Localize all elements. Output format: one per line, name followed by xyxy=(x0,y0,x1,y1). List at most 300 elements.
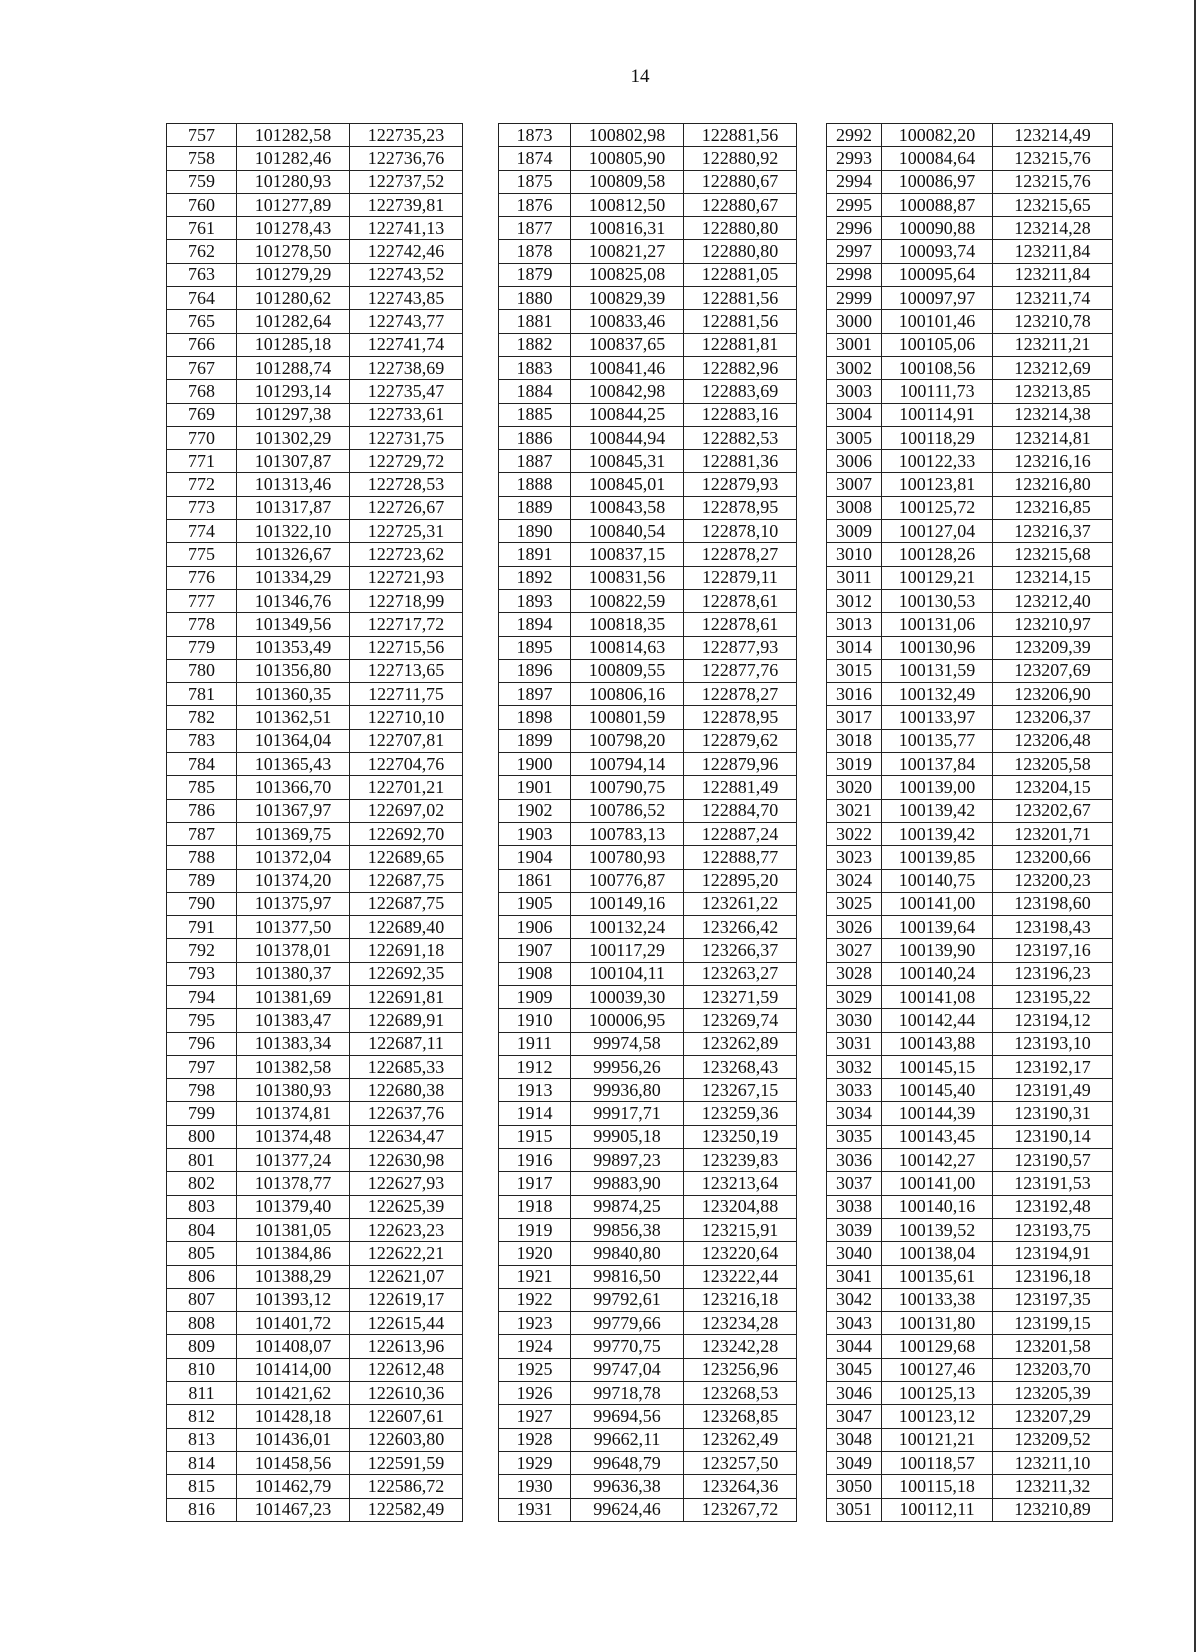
middle-point-number-cell: 1910 xyxy=(499,1009,571,1032)
column-spacer xyxy=(463,729,499,752)
column-spacer xyxy=(797,543,827,566)
column-spacer xyxy=(797,916,827,939)
middle-x-coordinate-cell: 100831,56 xyxy=(571,566,684,589)
middle-point-number-cell: 1926 xyxy=(499,1382,571,1405)
left-x-coordinate-cell: 101277,89 xyxy=(237,193,350,216)
left-x-coordinate-cell: 101280,93 xyxy=(237,170,350,193)
middle-x-coordinate-cell: 99917,71 xyxy=(571,1102,684,1125)
column-spacer xyxy=(463,450,499,473)
right-x-coordinate-cell: 100097,97 xyxy=(882,287,993,310)
middle-y-coordinate-cell: 122878,95 xyxy=(684,706,797,729)
left-y-coordinate-cell: 122603,80 xyxy=(350,1428,463,1451)
left-y-coordinate-cell: 122691,18 xyxy=(350,939,463,962)
middle-y-coordinate-cell: 122882,53 xyxy=(684,426,797,449)
left-point-number-cell: 805 xyxy=(167,1242,237,1265)
right-y-coordinate-cell: 123211,74 xyxy=(993,287,1113,310)
right-y-coordinate-cell: 123216,80 xyxy=(993,473,1113,496)
left-x-coordinate-cell: 101374,81 xyxy=(237,1102,350,1125)
middle-x-coordinate-cell: 100840,54 xyxy=(571,520,684,543)
middle-point-number-cell: 1891 xyxy=(499,543,571,566)
right-point-number-cell: 3031 xyxy=(827,1032,882,1055)
column-spacer xyxy=(463,1218,499,1241)
middle-point-number-cell: 1905 xyxy=(499,892,571,915)
middle-point-number-cell: 1917 xyxy=(499,1172,571,1195)
right-x-coordinate-cell: 100090,88 xyxy=(882,217,993,240)
right-y-coordinate-cell: 123215,65 xyxy=(993,193,1113,216)
column-spacer xyxy=(797,892,827,915)
column-spacer xyxy=(463,193,499,216)
left-point-number-cell: 789 xyxy=(167,869,237,892)
left-point-number-cell: 766 xyxy=(167,333,237,356)
left-y-coordinate-cell: 122743,52 xyxy=(350,263,463,286)
left-x-coordinate-cell: 101288,74 xyxy=(237,356,350,379)
middle-x-coordinate-cell: 99624,46 xyxy=(571,1498,684,1521)
right-x-coordinate-cell: 100112,11 xyxy=(882,1498,993,1521)
left-x-coordinate-cell: 101380,37 xyxy=(237,962,350,985)
right-x-coordinate-cell: 100135,61 xyxy=(882,1265,993,1288)
column-spacer xyxy=(463,1265,499,1288)
left-point-number-cell: 794 xyxy=(167,985,237,1008)
left-point-number-cell: 814 xyxy=(167,1451,237,1474)
middle-y-coordinate-cell: 123269,74 xyxy=(684,1009,797,1032)
right-point-number-cell: 3027 xyxy=(827,939,882,962)
middle-point-number-cell: 1927 xyxy=(499,1405,571,1428)
column-spacer xyxy=(463,659,499,682)
left-x-coordinate-cell: 101367,97 xyxy=(237,799,350,822)
right-point-number-cell: 2995 xyxy=(827,193,882,216)
middle-x-coordinate-cell: 100812,50 xyxy=(571,193,684,216)
column-spacer xyxy=(797,310,827,333)
left-point-number-cell: 771 xyxy=(167,450,237,473)
table-row xyxy=(167,729,1113,752)
left-x-coordinate-cell: 101388,29 xyxy=(237,1265,350,1288)
left-x-coordinate-cell: 101421,62 xyxy=(237,1382,350,1405)
middle-x-coordinate-cell: 100821,27 xyxy=(571,240,684,263)
column-spacer xyxy=(797,1265,827,1288)
left-x-coordinate-cell: 101313,46 xyxy=(237,473,350,496)
left-y-coordinate-cell: 122707,81 xyxy=(350,729,463,752)
left-y-coordinate-cell: 122634,47 xyxy=(350,1125,463,1148)
table-row xyxy=(167,706,1113,729)
left-y-coordinate-cell: 122637,76 xyxy=(350,1102,463,1125)
column-spacer xyxy=(463,706,499,729)
middle-point-number-cell: 1878 xyxy=(499,240,571,263)
right-y-coordinate-cell: 123215,68 xyxy=(993,543,1113,566)
table-row xyxy=(167,1475,1113,1498)
middle-y-coordinate-cell: 123263,27 xyxy=(684,962,797,985)
left-x-coordinate-cell: 101369,75 xyxy=(237,822,350,845)
middle-point-number-cell: 1881 xyxy=(499,310,571,333)
right-point-number-cell: 3048 xyxy=(827,1428,882,1451)
column-spacer xyxy=(797,1218,827,1241)
right-x-coordinate-cell: 100131,80 xyxy=(882,1312,993,1335)
right-y-coordinate-cell: 123206,37 xyxy=(993,706,1113,729)
right-x-coordinate-cell: 100121,21 xyxy=(882,1428,993,1451)
table-row xyxy=(167,1055,1113,1078)
middle-y-coordinate-cell: 123266,42 xyxy=(684,916,797,939)
column-spacer xyxy=(797,217,827,240)
table-row xyxy=(167,147,1113,170)
left-point-number-cell: 757 xyxy=(167,124,237,147)
middle-y-coordinate-cell: 122881,36 xyxy=(684,450,797,473)
right-x-coordinate-cell: 100133,38 xyxy=(882,1288,993,1311)
table-row xyxy=(167,962,1113,985)
right-y-coordinate-cell: 123211,21 xyxy=(993,333,1113,356)
right-y-coordinate-cell: 123212,69 xyxy=(993,356,1113,379)
right-y-coordinate-cell: 123210,97 xyxy=(993,613,1113,636)
column-spacer xyxy=(797,566,827,589)
column-spacer xyxy=(463,1195,499,1218)
left-point-number-cell: 779 xyxy=(167,636,237,659)
left-y-coordinate-cell: 122625,39 xyxy=(350,1195,463,1218)
left-y-coordinate-cell: 122630,98 xyxy=(350,1149,463,1172)
middle-y-coordinate-cell: 122878,27 xyxy=(684,683,797,706)
right-y-coordinate-cell: 123201,58 xyxy=(993,1335,1113,1358)
left-point-number-cell: 773 xyxy=(167,496,237,519)
middle-y-coordinate-cell: 122878,27 xyxy=(684,543,797,566)
right-point-number-cell: 3001 xyxy=(827,333,882,356)
middle-x-coordinate-cell: 100776,87 xyxy=(571,869,684,892)
left-point-number-cell: 776 xyxy=(167,566,237,589)
right-x-coordinate-cell: 100142,27 xyxy=(882,1149,993,1172)
right-x-coordinate-cell: 100105,06 xyxy=(882,333,993,356)
right-y-coordinate-cell: 123211,32 xyxy=(993,1475,1113,1498)
middle-point-number-cell: 1893 xyxy=(499,589,571,612)
left-y-coordinate-cell: 122725,31 xyxy=(350,520,463,543)
left-x-coordinate-cell: 101353,49 xyxy=(237,636,350,659)
left-point-number-cell: 799 xyxy=(167,1102,237,1125)
table-row xyxy=(167,403,1113,426)
middle-y-coordinate-cell: 122883,69 xyxy=(684,380,797,403)
left-x-coordinate-cell: 101428,18 xyxy=(237,1405,350,1428)
left-point-number-cell: 796 xyxy=(167,1032,237,1055)
right-x-coordinate-cell: 100139,42 xyxy=(882,822,993,845)
column-spacer xyxy=(797,1079,827,1102)
right-point-number-cell: 3008 xyxy=(827,496,882,519)
table-row xyxy=(167,1032,1113,1055)
middle-y-coordinate-cell: 122880,67 xyxy=(684,170,797,193)
column-spacer xyxy=(463,473,499,496)
right-y-coordinate-cell: 123214,49 xyxy=(993,124,1113,147)
middle-x-coordinate-cell: 99974,58 xyxy=(571,1032,684,1055)
left-x-coordinate-cell: 101362,51 xyxy=(237,706,350,729)
table-row xyxy=(167,1451,1113,1474)
middle-x-coordinate-cell: 100783,13 xyxy=(571,822,684,845)
table-row xyxy=(167,1172,1113,1195)
column-spacer xyxy=(797,496,827,519)
column-spacer xyxy=(463,170,499,193)
right-y-coordinate-cell: 123212,40 xyxy=(993,589,1113,612)
left-x-coordinate-cell: 101462,79 xyxy=(237,1475,350,1498)
middle-y-coordinate-cell: 123262,89 xyxy=(684,1032,797,1055)
middle-x-coordinate-cell: 100825,08 xyxy=(571,263,684,286)
left-y-coordinate-cell: 122607,61 xyxy=(350,1405,463,1428)
left-y-coordinate-cell: 122738,69 xyxy=(350,356,463,379)
left-point-number-cell: 784 xyxy=(167,753,237,776)
right-y-coordinate-cell: 123192,48 xyxy=(993,1195,1113,1218)
middle-point-number-cell: 1889 xyxy=(499,496,571,519)
table-row xyxy=(167,380,1113,403)
right-y-coordinate-cell: 123190,57 xyxy=(993,1149,1113,1172)
column-spacer xyxy=(797,613,827,636)
middle-y-coordinate-cell: 122895,20 xyxy=(684,869,797,892)
middle-x-coordinate-cell: 100149,16 xyxy=(571,892,684,915)
table-row xyxy=(167,822,1113,845)
left-x-coordinate-cell: 101383,47 xyxy=(237,1009,350,1032)
table-row xyxy=(167,473,1113,496)
column-spacer xyxy=(797,450,827,473)
column-spacer xyxy=(797,822,827,845)
right-x-coordinate-cell: 100133,97 xyxy=(882,706,993,729)
left-y-coordinate-cell: 122728,53 xyxy=(350,473,463,496)
right-y-coordinate-cell: 123198,43 xyxy=(993,916,1113,939)
left-point-number-cell: 772 xyxy=(167,473,237,496)
middle-x-coordinate-cell: 99792,61 xyxy=(571,1288,684,1311)
middle-point-number-cell: 1919 xyxy=(499,1218,571,1241)
middle-y-coordinate-cell: 122879,11 xyxy=(684,566,797,589)
left-point-number-cell: 780 xyxy=(167,659,237,682)
right-point-number-cell: 3011 xyxy=(827,566,882,589)
left-y-coordinate-cell: 122689,40 xyxy=(350,916,463,939)
right-y-coordinate-cell: 123216,37 xyxy=(993,520,1113,543)
left-point-number-cell: 792 xyxy=(167,939,237,962)
table-row xyxy=(167,1195,1113,1218)
right-y-coordinate-cell: 123215,76 xyxy=(993,170,1113,193)
left-y-coordinate-cell: 122613,96 xyxy=(350,1335,463,1358)
left-y-coordinate-cell: 122689,65 xyxy=(350,846,463,869)
middle-point-number-cell: 1915 xyxy=(499,1125,571,1148)
table-row xyxy=(167,1358,1113,1381)
table-row xyxy=(167,1125,1113,1148)
right-point-number-cell: 3026 xyxy=(827,916,882,939)
middle-x-coordinate-cell: 100802,98 xyxy=(571,124,684,147)
column-spacer xyxy=(463,985,499,1008)
middle-y-coordinate-cell: 122883,16 xyxy=(684,403,797,426)
middle-point-number-cell: 1903 xyxy=(499,822,571,845)
left-y-coordinate-cell: 122736,76 xyxy=(350,147,463,170)
column-spacer xyxy=(463,1498,499,1521)
column-spacer xyxy=(463,1009,499,1032)
left-y-coordinate-cell: 122697,02 xyxy=(350,799,463,822)
left-x-coordinate-cell: 101381,05 xyxy=(237,1218,350,1241)
middle-x-coordinate-cell: 100780,93 xyxy=(571,846,684,869)
left-x-coordinate-cell: 101372,04 xyxy=(237,846,350,869)
column-spacer xyxy=(463,799,499,822)
table-row xyxy=(167,613,1113,636)
middle-point-number-cell: 1914 xyxy=(499,1102,571,1125)
left-y-coordinate-cell: 122715,56 xyxy=(350,636,463,659)
left-y-coordinate-cell: 122742,46 xyxy=(350,240,463,263)
middle-x-coordinate-cell: 100845,31 xyxy=(571,450,684,473)
middle-y-coordinate-cell: 123266,37 xyxy=(684,939,797,962)
middle-y-coordinate-cell: 122881,56 xyxy=(684,124,797,147)
right-point-number-cell: 3050 xyxy=(827,1475,882,1498)
middle-y-coordinate-cell: 122882,96 xyxy=(684,356,797,379)
middle-x-coordinate-cell: 100805,90 xyxy=(571,147,684,170)
middle-y-coordinate-cell: 122881,05 xyxy=(684,263,797,286)
left-y-coordinate-cell: 122691,81 xyxy=(350,985,463,1008)
left-y-coordinate-cell: 122735,23 xyxy=(350,124,463,147)
column-spacer xyxy=(463,240,499,263)
right-y-coordinate-cell: 123191,49 xyxy=(993,1079,1113,1102)
right-x-coordinate-cell: 100115,18 xyxy=(882,1475,993,1498)
right-y-coordinate-cell: 123197,16 xyxy=(993,939,1113,962)
column-spacer xyxy=(463,683,499,706)
column-spacer xyxy=(463,566,499,589)
left-point-number-cell: 810 xyxy=(167,1358,237,1381)
right-y-coordinate-cell: 123206,90 xyxy=(993,683,1113,706)
column-spacer xyxy=(463,1125,499,1148)
left-y-coordinate-cell: 122718,99 xyxy=(350,589,463,612)
middle-y-coordinate-cell: 122878,10 xyxy=(684,520,797,543)
right-point-number-cell: 3016 xyxy=(827,683,882,706)
left-point-number-cell: 767 xyxy=(167,356,237,379)
column-spacer xyxy=(463,822,499,845)
right-x-coordinate-cell: 100135,77 xyxy=(882,729,993,752)
column-spacer xyxy=(463,636,499,659)
right-x-coordinate-cell: 100125,13 xyxy=(882,1382,993,1405)
middle-y-coordinate-cell: 122881,56 xyxy=(684,287,797,310)
right-point-number-cell: 3037 xyxy=(827,1172,882,1195)
right-x-coordinate-cell: 100139,52 xyxy=(882,1218,993,1241)
middle-x-coordinate-cell: 99856,38 xyxy=(571,1218,684,1241)
middle-point-number-cell: 1921 xyxy=(499,1265,571,1288)
middle-y-coordinate-cell: 123262,49 xyxy=(684,1428,797,1451)
table-row xyxy=(167,1312,1113,1335)
left-y-coordinate-cell: 122692,70 xyxy=(350,822,463,845)
left-y-coordinate-cell: 122717,72 xyxy=(350,613,463,636)
column-spacer xyxy=(797,1172,827,1195)
middle-x-coordinate-cell: 100845,01 xyxy=(571,473,684,496)
middle-x-coordinate-cell: 100104,11 xyxy=(571,962,684,985)
column-spacer xyxy=(463,1405,499,1428)
middle-y-coordinate-cell: 123242,28 xyxy=(684,1335,797,1358)
middle-point-number-cell: 1904 xyxy=(499,846,571,869)
left-y-coordinate-cell: 122710,10 xyxy=(350,706,463,729)
right-x-coordinate-cell: 100123,12 xyxy=(882,1405,993,1428)
table-row xyxy=(167,193,1113,216)
middle-point-number-cell: 1887 xyxy=(499,450,571,473)
column-spacer xyxy=(463,356,499,379)
right-x-coordinate-cell: 100137,84 xyxy=(882,753,993,776)
left-point-number-cell: 761 xyxy=(167,217,237,240)
column-spacer xyxy=(797,869,827,892)
middle-y-coordinate-cell: 123239,83 xyxy=(684,1149,797,1172)
right-point-number-cell: 3021 xyxy=(827,799,882,822)
table-row xyxy=(167,1218,1113,1241)
middle-point-number-cell: 1922 xyxy=(499,1288,571,1311)
left-point-number-cell: 774 xyxy=(167,520,237,543)
middle-y-coordinate-cell: 123222,44 xyxy=(684,1265,797,1288)
left-y-coordinate-cell: 122731,75 xyxy=(350,426,463,449)
right-point-number-cell: 3028 xyxy=(827,962,882,985)
right-point-number-cell: 3005 xyxy=(827,426,882,449)
column-spacer xyxy=(797,193,827,216)
left-y-coordinate-cell: 122723,62 xyxy=(350,543,463,566)
right-x-coordinate-cell: 100139,64 xyxy=(882,916,993,939)
middle-x-coordinate-cell: 100833,46 xyxy=(571,310,684,333)
right-y-coordinate-cell: 123213,85 xyxy=(993,380,1113,403)
middle-x-coordinate-cell: 99956,26 xyxy=(571,1055,684,1078)
column-spacer xyxy=(463,380,499,403)
left-x-coordinate-cell: 101382,58 xyxy=(237,1055,350,1078)
left-y-coordinate-cell: 122619,17 xyxy=(350,1288,463,1311)
column-spacer xyxy=(463,613,499,636)
middle-x-coordinate-cell: 99770,75 xyxy=(571,1335,684,1358)
middle-y-coordinate-cell: 123271,59 xyxy=(684,985,797,1008)
middle-x-coordinate-cell: 100829,39 xyxy=(571,287,684,310)
right-y-coordinate-cell: 123192,17 xyxy=(993,1055,1113,1078)
left-point-number-cell: 803 xyxy=(167,1195,237,1218)
middle-y-coordinate-cell: 122878,61 xyxy=(684,613,797,636)
right-x-coordinate-cell: 100141,00 xyxy=(882,1172,993,1195)
left-y-coordinate-cell: 122692,35 xyxy=(350,962,463,985)
table-row xyxy=(167,753,1113,776)
right-x-coordinate-cell: 100129,68 xyxy=(882,1335,993,1358)
middle-y-coordinate-cell: 122879,62 xyxy=(684,729,797,752)
left-x-coordinate-cell: 101364,04 xyxy=(237,729,350,752)
table-row xyxy=(167,1079,1113,1102)
middle-point-number-cell: 1885 xyxy=(499,403,571,426)
left-point-number-cell: 797 xyxy=(167,1055,237,1078)
right-point-number-cell: 3018 xyxy=(827,729,882,752)
left-point-number-cell: 802 xyxy=(167,1172,237,1195)
left-point-number-cell: 787 xyxy=(167,822,237,845)
middle-point-number-cell: 1909 xyxy=(499,985,571,1008)
column-spacer xyxy=(797,962,827,985)
left-x-coordinate-cell: 101384,86 xyxy=(237,1242,350,1265)
left-point-number-cell: 763 xyxy=(167,263,237,286)
column-spacer xyxy=(797,939,827,962)
left-y-coordinate-cell: 122591,59 xyxy=(350,1451,463,1474)
right-y-coordinate-cell: 123193,10 xyxy=(993,1032,1113,1055)
middle-point-number-cell: 1912 xyxy=(499,1055,571,1078)
left-x-coordinate-cell: 101380,93 xyxy=(237,1079,350,1102)
right-point-number-cell: 3022 xyxy=(827,822,882,845)
middle-point-number-cell: 1902 xyxy=(499,799,571,822)
right-point-number-cell: 3017 xyxy=(827,706,882,729)
middle-y-coordinate-cell: 123234,28 xyxy=(684,1312,797,1335)
middle-point-number-cell: 1877 xyxy=(499,217,571,240)
middle-point-number-cell: 1925 xyxy=(499,1358,571,1381)
left-x-coordinate-cell: 101378,77 xyxy=(237,1172,350,1195)
middle-x-coordinate-cell: 100006,95 xyxy=(571,1009,684,1032)
right-point-number-cell: 3012 xyxy=(827,589,882,612)
middle-point-number-cell: 1884 xyxy=(499,380,571,403)
right-x-coordinate-cell: 100118,29 xyxy=(882,426,993,449)
middle-point-number-cell: 1916 xyxy=(499,1149,571,1172)
left-point-number-cell: 775 xyxy=(167,543,237,566)
table-row xyxy=(167,683,1113,706)
table-row xyxy=(167,1382,1113,1405)
column-spacer xyxy=(463,1079,499,1102)
middle-x-coordinate-cell: 100844,94 xyxy=(571,426,684,449)
right-y-coordinate-cell: 123214,81 xyxy=(993,426,1113,449)
column-spacer xyxy=(797,403,827,426)
right-point-number-cell: 3013 xyxy=(827,613,882,636)
right-y-coordinate-cell: 123205,58 xyxy=(993,753,1113,776)
left-x-coordinate-cell: 101279,29 xyxy=(237,263,350,286)
column-spacer xyxy=(463,1149,499,1172)
middle-x-coordinate-cell: 99694,56 xyxy=(571,1405,684,1428)
middle-x-coordinate-cell: 99779,66 xyxy=(571,1312,684,1335)
middle-x-coordinate-cell: 100786,52 xyxy=(571,799,684,822)
coordinates-table xyxy=(166,123,1113,1522)
right-point-number-cell: 3030 xyxy=(827,1009,882,1032)
left-x-coordinate-cell: 101356,80 xyxy=(237,659,350,682)
left-y-coordinate-cell: 122685,33 xyxy=(350,1055,463,1078)
middle-y-coordinate-cell: 122877,76 xyxy=(684,659,797,682)
